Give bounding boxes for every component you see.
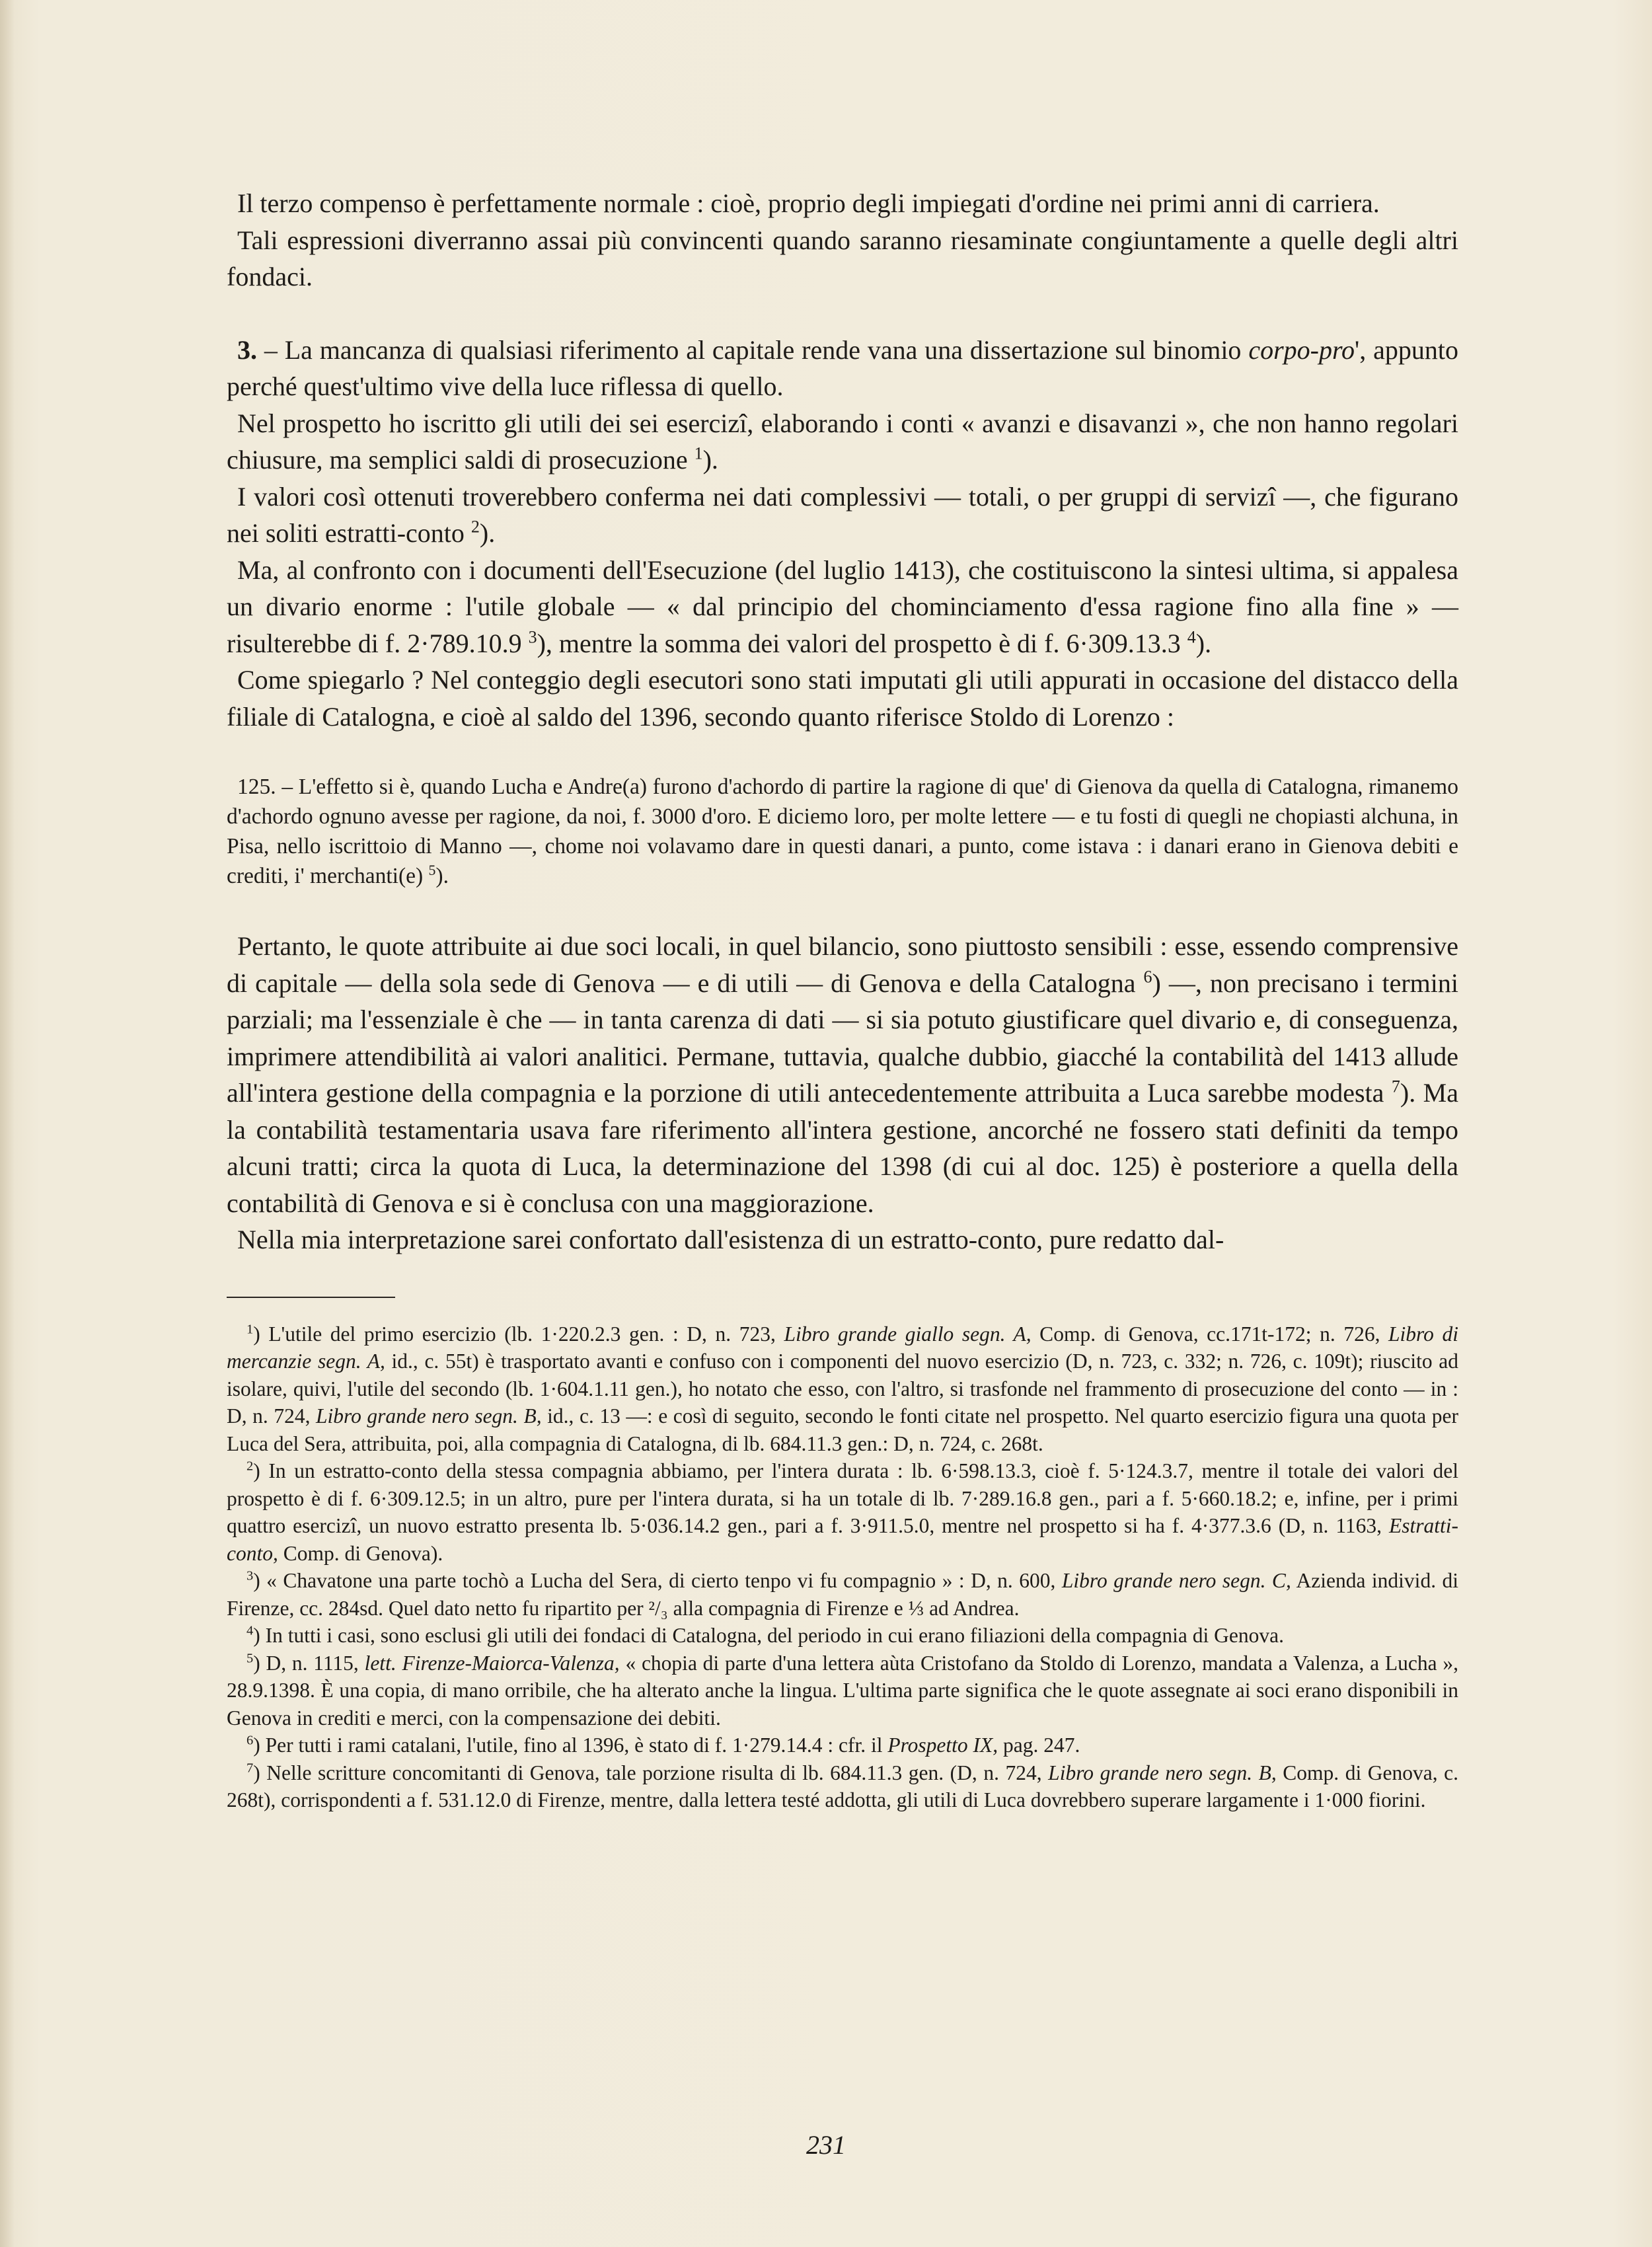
note-ref-1: 1 (694, 443, 703, 463)
paragraph-1: Il terzo compenso è perfettamente normale : cioè, proprio degli impiegati d'ordine nei primi anni di carriera. (237, 188, 1380, 218)
binding-shadow (0, 0, 15, 2247)
section-number: 3. (237, 334, 257, 365)
footnote-1: $^1$) L'utile del primo esercizio (lb. 1·220.2.3 gen. : D, n. 723, Libro grande giallo segn. A, Comp. di Genova, cc.171t-172; n. 726, Libro di mercanzie segn. A, id., c. 55t) è trasportato avanti e confuso con i componenti del nuovo esercizio (D, n. 723, c. 332; n. 726, c. 109t); riuscito ad isolare, quivi, l'utile del secondo (lb. 1·604.1.11 gen.), ho notato che esso, con l'altro, si trasfonde nel frammento di prosecuzione del conto — in : D, n. 724, Libro grande nero segn. B, id., c. 13 —: e così di seguito, secondo le fonti citate nel prospetto. Nel quarto esercizio figura una quota per Luca del Sera, attribuita, poi, alla compagnia di Catalogna, di lb. 684.11.3 gen.: D, n. 724, c. 268t. (227, 1322, 1459, 1455)
paragraph-3: 3. – La mancanza di qualsiasi riferimento al capitale rende vana una dissertazione sul binomio corpo-pro', appunto perché quest'ultimo vive della luce riflessa di quello. (227, 334, 1458, 401)
paragraph-5: I valori così ottenuti troverebbero conferma nei dati complessivi — totali, o per gruppi di servizî —, che figurano nei soliti estratti-conto $^2$). (227, 481, 1458, 548)
paragraph-8: Pertanto, le quote attribuite ai due soci locali, in quel bilancio, sono piuttosto sensibili : esse, essendo comprensive di capitale — della sola sede di Genova — e di utili — di Genova e della Catalogna $^6$) —, non precisano i termini parziali; ma l'essenziale è che — in tanta carenza di dati — si sia potuto giustificare quel divario e, di conseguenza, imprimere attendibilità ai valori analitici. Permane, tuttavia, qualche dubbio, giacché la contabilità del 1413 allude all'intera gestione della compagnia e la porzione di utili antecedentemente attribuita a Luca sarebbe modesta $^7$). Ma la contabilità testamentaria usava fare riferimento all'intera gestione, ancorché ne fossero stati definiti da tempo alcuni tratti; circa la quota di Luca, la determinazione del 1398 (di cui al doc. 125) è posteriore a quella della contabilità di Genova e si è conclusa con una maggiorazione. (227, 931, 1459, 1218)
footnote-5: $^5$) D, n. 1115, lett. Firenze-Maiorca-Valenza, « chopia di parte d'una lettera aùta Cristofano da Stoldo di Lorenzo, mandata a Valenza, a Lucha », 28.9.1398. È una copia, di mano orribile, che ha alterato anche la lingua. L'ultima parte significa che le quote assegnate ai soci erano disponibili in Genova in crediti e merci, con la compensazione dei debiti. (227, 1651, 1458, 1730)
main-text (227, 185, 1458, 735)
note-ref-5: 5 (428, 862, 436, 878)
paragraph-4: Nel prospetto ho iscritto gli utili dei sei esercizî, elaborando i conti « avanzi e disavanzi », che non hanno regolari chiusure, ma semplici saldi di prosecuzione $^1$). (227, 408, 1458, 475)
note-ref-2: 2 (470, 517, 480, 537)
footnote-rule (227, 1297, 395, 1298)
main-text-continued (227, 891, 1458, 1258)
paragraph-2: Tali espressioni diverranno assai più convincenti quando saranno riesaminate congiuntamente a quelle degli altri fondaci. (227, 225, 1458, 291)
text-column (227, 185, 1458, 1814)
footnote-4: $^4$) In tutti i casi, sono esclusi gli utili dei fondaci di Catalogna, del periodo in cui erano filiazioni della compagnia di Genova. (246, 1623, 1284, 1647)
note-ref-3: 3 (528, 627, 537, 647)
page-number: 231 (806, 2130, 846, 2160)
paragraph-9: Nella mia interpretazione sarei confortato dall'esistenza di un estratto-conto, pure redatto dal- (237, 1225, 1224, 1254)
section-gap (227, 295, 1458, 332)
footnotes (227, 1320, 1458, 1814)
footnote-6: $^6$) Per tutti i rami catalani, l'utile, fino al 1396, è stato di f. 1·279.14.4 : cfr. il Prospetto IX, pag. 247. (246, 1733, 1080, 1757)
note-ref-4: 4 (1187, 627, 1196, 647)
footnote-7: $^7$) Nelle scritture concomitanti di Genova, tale porzione risulta di lb. 684.11.3 gen. (D, n. 724, Libro grande nero segn. B, Comp. di Genova, c. 268t), corrispondenti a f. 531.12.0 di Firenze, mentre, dalla lettera testé addotta, gli utili di Luca dovrebbero superare largamente i 1·000 fiorini. (227, 1761, 1458, 1811)
note-ref-7: 7 (1391, 1077, 1400, 1096)
footnote-2: $^2$) In un estratto-conto della stessa compagnia abbiamo, per l'intera durata : lb. 6·598.13.3, cioè f. 5·124.3.7, mentre il totale dei valori del prospetto è di f. 6·309.12.5; in un altro, pure per l'intera durata, si ha un totale di lb. 7·289.16.8 gen., pari a f. 5·660.18.2; e, infine, per i primi quattro esercizî, un nuovo estratto presenta lb. 5·036.14.2 gen., pari a f. 3·911.5.0, mentre nel prospetto si ha f. 4·377.3.6 (D, n. 1163, Estratti-conto, Comp. di Genova). (227, 1459, 1458, 1565)
paragraph-7: Come spiegarlo ? Nel conteggio degli esecutori sono stati imputati gli utili appurati in occasione del distacco della filiale di Catalogna, e cioè al saldo del 1396, secondo quanto riferisce Stoldo di Lorenzo : (227, 665, 1458, 732)
footnote-3: $^3$) « Chavatone una parte tochò a Lucha del Sera, di cierto tenpo vi fu compagnio » : D, n. 600, Libro grande nero segn. C, Azienda individ. di Firenze, cc. 284sd. Quel dato netto fu ripartito per ²/₃ alla compagnia di Firenze e ⅓ ad Andrea. (227, 1568, 1459, 1620)
paragraph-6: Ma, al confronto con i documenti dell'Esecuzione (del luglio 1413), che costituiscono la sintesi ultima, si appalesa un divario enorme : l'utile globale — « dal principio del chominciamento d'essa ragione fino alla fine » — risulterebbe di f. 2·789.10.9 $^3$), mentre la somma dei valori del prospetto è di f. 6·309.13.3 $^4$). (227, 554, 1458, 658)
note-ref-6: 6 (1143, 967, 1152, 987)
document-quote: 125. – L'effetto si è, quando Lucha e Andre(a) furono d'achordo di partire la ragione di que' di Gienova da quella di Catalogna, rimanemo d'achordo ognuno avesse per ragione, da noi, f. 3000 d'oro. E diciemo loro, per molte lettere — e tu fosti di quegli ne chopiasti alchuna, in Pisa, nello iscrittoio di Manno —, chome noi volavamo dare in questi danari, a punto, come istava : i danari erano in Gienova debiti e crediti, i' merchanti(e) $^5$). (227, 775, 1458, 888)
